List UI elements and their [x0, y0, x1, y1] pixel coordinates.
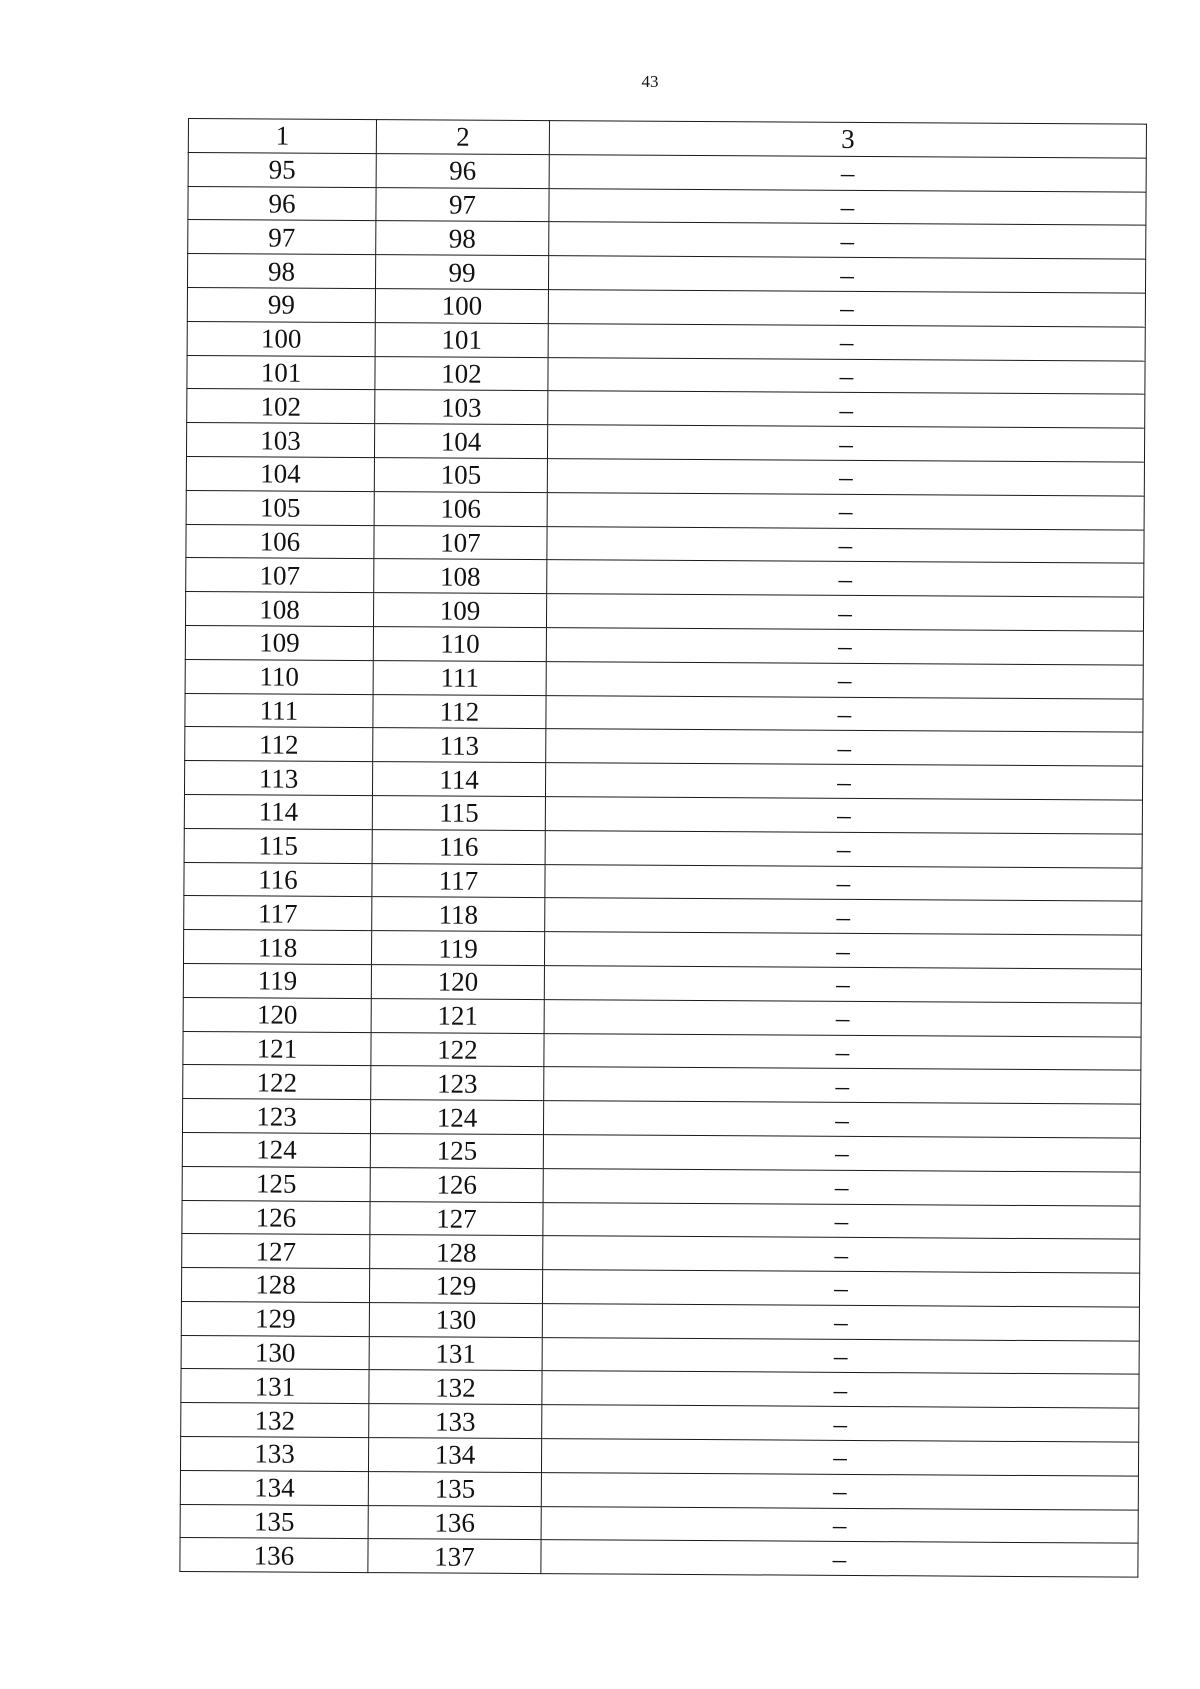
cell-col-2: 99 — [375, 255, 548, 290]
cell-col-2: 96 — [376, 153, 549, 188]
table-row — [181, 1369, 1139, 1408]
cell-col-3: – — [545, 898, 1142, 935]
cell-col-3: – — [546, 594, 1143, 631]
cell-col-3: – — [549, 154, 1146, 191]
cell-col-2: 122 — [371, 1032, 544, 1067]
cell-col-3: – — [541, 1439, 1138, 1476]
table-row — [184, 794, 1142, 833]
cell-col-1: 107 — [186, 558, 374, 593]
table-row — [186, 558, 1144, 597]
cell-col-2: 117 — [372, 863, 545, 898]
cell-col-3: – — [546, 729, 1143, 766]
cell-col-3: – — [543, 1236, 1140, 1273]
cell-col-2: 118 — [372, 897, 545, 932]
cell-col-2: 125 — [370, 1134, 543, 1169]
cell-col-1: 113 — [184, 761, 372, 796]
cell-col-2: 112 — [373, 694, 546, 729]
cell-col-1: 108 — [185, 592, 373, 627]
cell-col-3: – — [549, 222, 1146, 259]
cell-col-3: – — [546, 661, 1143, 698]
cell-col-1: 123 — [182, 1099, 370, 1134]
table-row — [180, 1504, 1138, 1543]
cell-col-3: – — [541, 1540, 1138, 1577]
cell-col-2: 102 — [375, 356, 548, 391]
cell-col-1: 105 — [186, 490, 374, 525]
table-row — [188, 186, 1146, 225]
cell-col-3: – — [547, 560, 1144, 597]
cell-col-2: 135 — [368, 1471, 541, 1506]
table-row — [182, 1166, 1140, 1205]
cell-col-1: 97 — [188, 220, 376, 255]
cell-col-3: – — [548, 357, 1145, 394]
cell-col-3: – — [542, 1337, 1139, 1374]
cell-col-1: 124 — [182, 1132, 370, 1167]
cell-col-2: 108 — [374, 559, 547, 594]
table-row — [180, 1470, 1138, 1509]
cell-col-3: – — [542, 1405, 1139, 1442]
cell-col-2: 109 — [373, 593, 546, 628]
cell-col-1: 135 — [180, 1504, 368, 1539]
cell-col-2: 130 — [369, 1302, 542, 1337]
cell-col-1: 112 — [185, 727, 373, 762]
column-header-2: 2 — [376, 120, 549, 155]
cell-col-2: 115 — [372, 796, 545, 831]
table-row — [180, 1437, 1138, 1476]
table-body — [180, 152, 1146, 1577]
cell-col-3: – — [544, 1067, 1141, 1104]
cell-col-2: 104 — [374, 424, 547, 459]
table-row — [181, 1335, 1139, 1374]
cell-col-1: 134 — [180, 1470, 368, 1505]
cell-col-2: 101 — [375, 322, 548, 357]
cell-col-1: 95 — [188, 152, 376, 187]
table-row — [187, 254, 1145, 293]
cell-col-3: – — [548, 391, 1145, 428]
table-row — [183, 1031, 1141, 1070]
cell-col-3: – — [541, 1506, 1138, 1543]
cell-col-2: 123 — [371, 1066, 544, 1101]
table-row — [185, 659, 1143, 698]
cell-col-3: – — [544, 966, 1141, 1003]
cell-col-2: 121 — [371, 998, 544, 1033]
table-row — [187, 355, 1145, 394]
cell-col-3: – — [545, 763, 1142, 800]
cell-col-1: 98 — [187, 254, 375, 289]
cell-col-1: 109 — [185, 625, 373, 660]
table-row — [181, 1268, 1139, 1307]
table-row — [180, 1538, 1138, 1577]
table-row — [185, 625, 1143, 664]
cell-col-2: 129 — [369, 1269, 542, 1304]
cell-col-1: 111 — [185, 693, 373, 728]
cell-col-2: 105 — [374, 458, 547, 493]
cell-col-3: – — [545, 864, 1142, 901]
cell-col-3: – — [544, 1033, 1141, 1070]
table-row — [183, 963, 1141, 1002]
cell-col-1: 127 — [182, 1234, 370, 1269]
cell-col-2: 97 — [376, 187, 549, 222]
cell-col-3: – — [547, 492, 1144, 529]
cell-col-1: 125 — [182, 1166, 370, 1201]
cell-col-3: – — [549, 188, 1146, 225]
cell-col-2: 126 — [370, 1167, 543, 1202]
cell-col-3: – — [544, 999, 1141, 1036]
cell-col-1: 129 — [181, 1301, 369, 1336]
cell-col-2: 114 — [372, 762, 545, 797]
cell-col-3: – — [541, 1472, 1138, 1509]
table-row — [182, 1234, 1140, 1273]
table-row — [185, 727, 1143, 766]
cell-col-2: 98 — [376, 221, 549, 256]
cell-col-3: – — [547, 459, 1144, 496]
cell-col-2: 124 — [370, 1100, 543, 1135]
table-row — [182, 1099, 1140, 1138]
cell-col-2: 110 — [373, 627, 546, 662]
cell-col-1: 114 — [184, 794, 372, 829]
cell-col-1: 101 — [187, 355, 375, 390]
cell-col-3: – — [548, 256, 1145, 293]
cell-col-2: 103 — [375, 390, 548, 425]
cell-col-2: 113 — [373, 728, 546, 763]
cell-col-3: – — [545, 830, 1142, 867]
cell-col-3: – — [546, 695, 1143, 732]
cell-col-1: 122 — [183, 1065, 371, 1100]
cell-col-2: 133 — [369, 1404, 542, 1439]
table-row — [183, 1065, 1141, 1104]
cell-col-2: 111 — [373, 660, 546, 695]
cell-col-3: – — [543, 1135, 1140, 1172]
cell-col-2: 120 — [371, 965, 544, 1000]
table-row — [183, 997, 1141, 1036]
table-row — [181, 1301, 1139, 1340]
cell-col-1: 116 — [184, 862, 372, 897]
cell-col-1: 117 — [184, 896, 372, 931]
cell-col-3: – — [543, 1101, 1140, 1138]
cell-col-2: 136 — [368, 1505, 541, 1540]
cell-col-2: 116 — [372, 829, 545, 864]
cell-col-1: 132 — [181, 1403, 369, 1438]
cell-col-3: – — [542, 1304, 1139, 1341]
cell-col-3: – — [548, 290, 1145, 327]
cell-col-3: – — [542, 1270, 1139, 1307]
cell-col-1: 100 — [187, 321, 375, 356]
cell-col-3: – — [543, 1202, 1140, 1239]
table-row — [183, 930, 1141, 969]
cell-col-2: 131 — [369, 1336, 542, 1371]
cell-col-2: 137 — [368, 1539, 541, 1574]
column-header-3: 3 — [549, 121, 1146, 158]
cell-col-2: 107 — [374, 525, 547, 560]
cell-col-1: 128 — [181, 1268, 369, 1303]
cell-col-3: – — [547, 526, 1144, 563]
table-row — [187, 321, 1145, 360]
table-row — [186, 524, 1144, 563]
cell-col-3: – — [542, 1371, 1139, 1408]
table-row — [182, 1132, 1140, 1171]
table-row — [187, 389, 1145, 428]
table-row — [188, 220, 1146, 259]
cell-col-1: 118 — [183, 930, 371, 965]
cell-col-1: 96 — [188, 186, 376, 221]
cell-col-1: 131 — [181, 1369, 369, 1404]
cell-col-3: – — [546, 628, 1143, 665]
cell-col-1: 103 — [186, 423, 374, 458]
table-row — [185, 592, 1143, 631]
cell-col-1: 136 — [180, 1538, 368, 1573]
cell-col-1: 120 — [183, 997, 371, 1032]
cell-col-3: – — [543, 1168, 1140, 1205]
table-row — [185, 693, 1143, 732]
cell-col-1: 106 — [186, 524, 374, 559]
cell-col-2: 134 — [368, 1438, 541, 1473]
cell-col-2: 132 — [369, 1370, 542, 1405]
cell-col-3: – — [547, 425, 1144, 462]
cell-col-1: 133 — [180, 1437, 368, 1472]
cell-col-2: 127 — [370, 1201, 543, 1236]
column-header-1: 1 — [188, 119, 376, 154]
table-row — [182, 1200, 1140, 1239]
cell-col-3: – — [544, 932, 1141, 969]
cell-col-1: 115 — [184, 828, 372, 863]
cell-col-2: 100 — [375, 289, 548, 324]
table-header-row — [188, 119, 1146, 158]
data-table — [179, 118, 1147, 1578]
table-row — [186, 456, 1144, 495]
table-row — [184, 761, 1142, 800]
table-row — [187, 287, 1145, 326]
cell-col-2: 128 — [370, 1235, 543, 1270]
cell-col-1: 121 — [183, 1031, 371, 1066]
cell-col-1: 110 — [185, 659, 373, 694]
cell-col-3: – — [545, 797, 1142, 834]
cell-col-1: 126 — [182, 1200, 370, 1235]
cell-col-1: 102 — [187, 389, 375, 424]
page-number: 43 — [641, 72, 659, 91]
cell-col-2: 119 — [371, 931, 544, 966]
cell-col-1: 99 — [187, 287, 375, 322]
cell-col-2: 106 — [374, 491, 547, 526]
table-row — [184, 862, 1142, 901]
table-row — [186, 490, 1144, 529]
cell-col-1: 104 — [186, 456, 374, 491]
cell-col-1: 130 — [181, 1335, 369, 1370]
table-row — [184, 896, 1142, 935]
table-row — [186, 423, 1144, 462]
table-row — [184, 828, 1142, 867]
table-row — [181, 1403, 1139, 1442]
table-row — [188, 152, 1146, 191]
cell-col-3: – — [548, 323, 1145, 360]
cell-col-1: 119 — [183, 963, 371, 998]
